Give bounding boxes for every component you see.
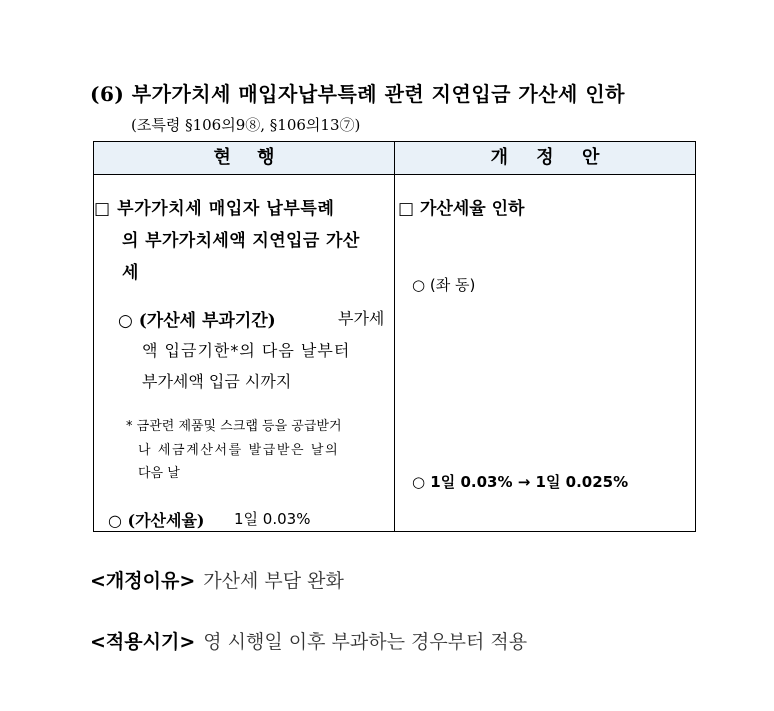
law-reference: (조특령 §106의9⑧, §106의13⑦) [131, 116, 361, 134]
revised-item: □ 가산세율 인하 [398, 199, 525, 219]
revised-same: ○ (좌 동) [412, 276, 476, 294]
revised-rate: ○ 1일 0.03% → 1일 0.025% [412, 473, 629, 491]
header-revised: 개 정 안 [490, 147, 600, 168]
footnote-line-2: 나 세금계산서를 발급받은 날의 [138, 443, 340, 458]
timing-label: <적용시기> [90, 631, 196, 653]
period-text-3: 부가세액 입금 시까지 [142, 372, 292, 391]
current-item-line-1: □ 부가가치세 매입자 납부특례 [94, 199, 335, 219]
current-item-line-2: 의 부가가치세액 지연입금 가산 [122, 231, 360, 251]
revision-reason [90, 566, 344, 593]
rate-value: 1일 0.03% [234, 510, 311, 528]
period-label: ○ (가산세 부과기간) [118, 311, 276, 331]
period-text-1: 부가세 [338, 309, 385, 328]
header-current: 현 행 [213, 147, 275, 168]
column-divider [394, 142, 395, 531]
effective-date [90, 627, 527, 654]
timing-text: 영 시행일 이후 부과하는 경우부터 적용 [203, 631, 528, 653]
current-item-line-3: 세 [122, 263, 139, 283]
section-title: (6) 부가가치세 매입자납부특례 관련 지연입금 가산세 인하 [90, 82, 625, 106]
reason-text: 가산세 부담 완화 [203, 570, 344, 592]
rate-label: ○ (가산세율) [108, 511, 205, 530]
comparison-table [93, 141, 696, 532]
period-text-2: 액 입금기한*의 다음 날부터 [142, 341, 351, 360]
reason-label: <개정이유> [90, 570, 196, 592]
footnote-line-3: 다음 날 [138, 466, 180, 481]
footnote-line-1: * 금관련 제품및 스크랩 등을 공급받거 [126, 419, 342, 434]
